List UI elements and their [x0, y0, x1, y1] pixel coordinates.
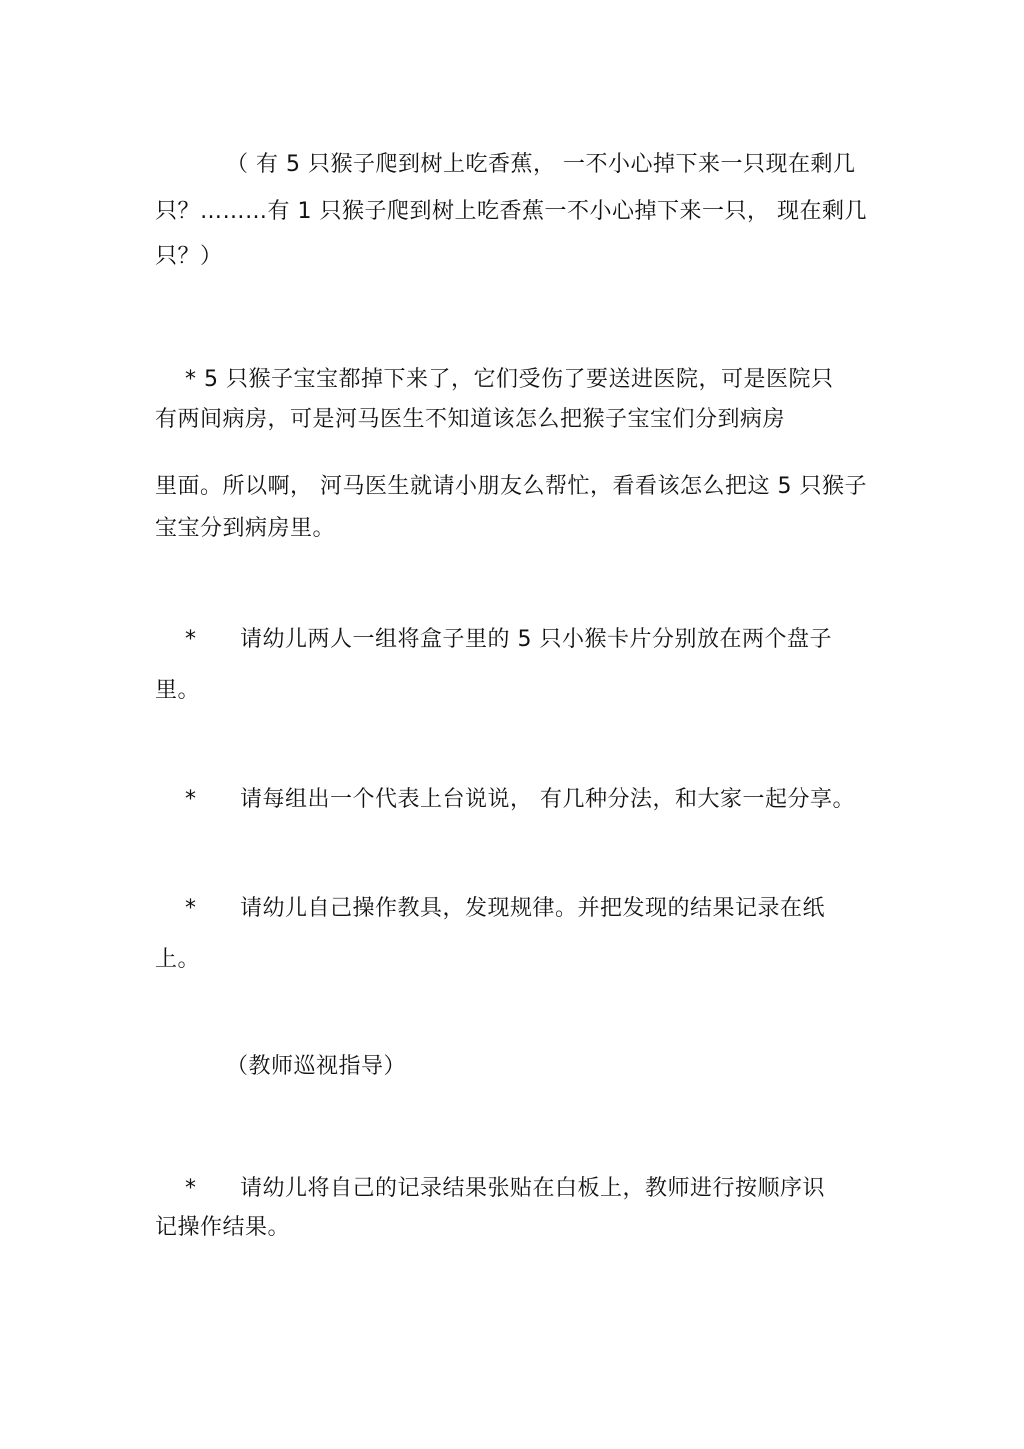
bullet-star-1: * — [185, 627, 196, 652]
story-line-1: * 5 只猴子宝宝都掉下来了，它们受伤了要送进医院，可是医院只 — [185, 367, 834, 392]
step4-line-2: 记操作结果。 — [155, 1215, 291, 1240]
question-line-1: （ 有 5 只猴子爬到树上吃香蕉， 一不小心掉下来一只现在剩几 — [226, 152, 856, 177]
bullet-star-4: * — [185, 1176, 196, 1201]
step1-line-2: 里。 — [155, 678, 201, 703]
teacher-note: （教师巡视指导） — [226, 1054, 407, 1079]
step1-line-1: 请幼儿两人一组将盒子里的 5 只小猴卡片分别放在两个盘子 — [240, 627, 832, 652]
step2-line-1: 请每组出一个代表上台说说， 有几种分法，和大家一起分享。 — [240, 787, 855, 812]
step3-line-2: 上。 — [155, 947, 201, 972]
question-line-2: 只？………有 1 只猴子爬到树上吃香蕉一不小心掉下来一只， 现在剩几 — [155, 199, 867, 224]
bullet-star-2: * — [185, 787, 196, 812]
story-line-3: 里面。所以啊， 河马医生就请小朋友么帮忙，看看该怎么把这 5 只猴子 — [155, 474, 867, 499]
question-line-3: 只？） — [155, 244, 223, 269]
story-line-2: 有两间病房，可是河马医生不知道该怎么把猴子宝宝们分到病房 — [155, 407, 786, 432]
story-line-4: 宝宝分到病房里。 — [155, 516, 336, 541]
bullet-star-3: * — [185, 896, 196, 921]
step4-line-1: 请幼儿将自己的记录结果张贴在白板上，教师进行按顺序识 — [240, 1176, 826, 1201]
step3-line-1: 请幼儿自己操作教具，发现规律。并把发现的结果记录在纸 — [240, 896, 826, 921]
